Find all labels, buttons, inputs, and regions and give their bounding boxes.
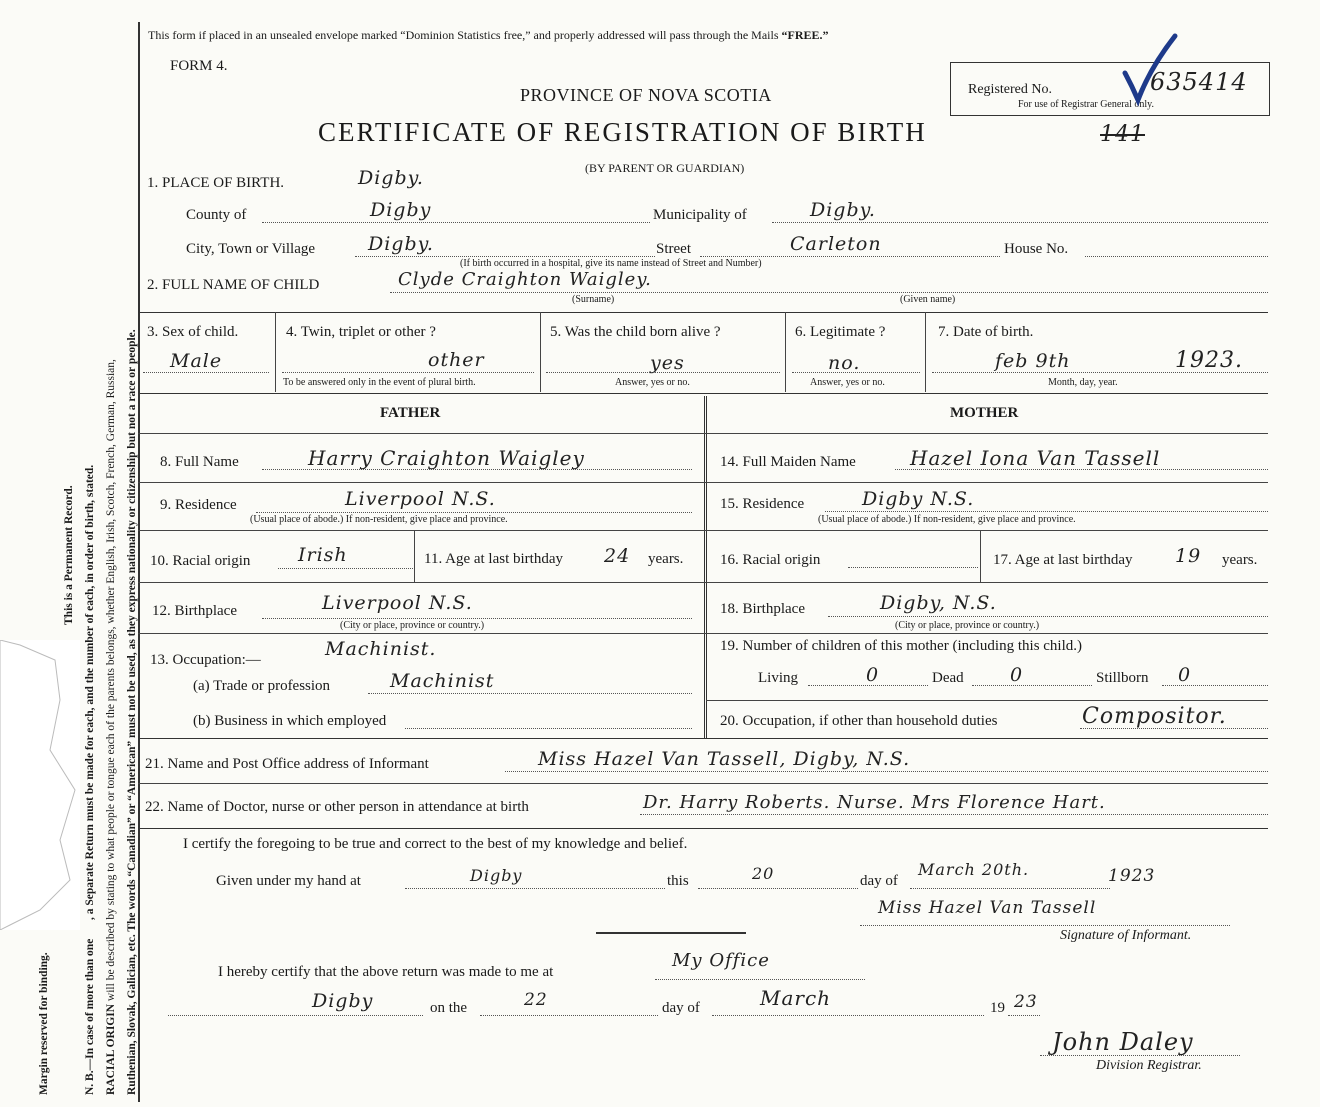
born-alive-value: yes: [650, 352, 685, 374]
mother-residence-note: (Usual place of abode.) If non-resident, give place and province.: [818, 514, 1076, 525]
dob-label: 7. Date of birth.: [938, 324, 1034, 340]
given-year: 1923: [1108, 866, 1156, 886]
father-name-value: Harry Craighton Waigley: [308, 446, 585, 470]
form-left-border: [138, 22, 140, 1102]
certify-statement: I certify the foregoing to be true and correct to the best of my knowledge and belief.: [183, 836, 688, 852]
legitimate-label: 6. Legitimate ?: [795, 324, 886, 340]
street-value: Carleton: [790, 233, 882, 255]
mother-age-value: 19: [1175, 545, 1202, 567]
children-count-label: 19. Number of children of this mother (including this child.): [720, 638, 1083, 654]
father-residence-note: (Usual place of abode.) If non-resident, give place and province.: [250, 514, 508, 525]
dob-year: 1923.: [1175, 348, 1243, 373]
father-occupation-value: Machinist.: [325, 638, 437, 660]
legitimate-value: no.: [828, 352, 861, 374]
municipality-value: Digby.: [810, 199, 876, 221]
dead-value: 0: [1010, 664, 1024, 686]
trade-value: Machinist: [390, 670, 495, 692]
living-label: Living: [758, 670, 798, 686]
sex-value: Male: [170, 350, 223, 372]
given-label: Given under my hand at: [216, 873, 361, 889]
trade-label: (a) Trade or profession: [193, 678, 331, 694]
registrar-signature: John Daley: [1052, 1028, 1194, 1056]
binding-note: Margin reserved for binding.: [38, 952, 50, 1095]
registered-note: For use of Registrar General only.: [1018, 99, 1154, 110]
dob-note: Month, day, year.: [1048, 377, 1118, 388]
municipality-label: Municipality of: [653, 207, 747, 223]
mother-age-label: 17. Age at last birthday: [993, 552, 1133, 568]
father-birthplace-value: Liverpool N.S.: [322, 592, 473, 614]
doctor-label: 22. Name of Doctor, nurse or other person in attendance at birth: [145, 799, 529, 815]
racial-origin-note: RACIAL ORIGIN will be described by stating to what people or tongue each of the parents belongs, whether English, Irish, Scotch, French, German, Russian,: [105, 359, 117, 1095]
house-no-label: House No.: [1004, 241, 1069, 257]
certificate-title: CERTIFICATE OF REGISTRATION OF BIRTH: [318, 117, 927, 147]
surname-note: (Surname): [572, 294, 615, 305]
dob-day: feb 9th: [995, 350, 1071, 372]
father-birthplace-label: 12. Birthplace: [152, 603, 237, 619]
father-heading: FATHER: [380, 405, 441, 421]
given-name-note: (Given name): [900, 294, 956, 305]
mother-birthplace-label: 18. Birthplace: [720, 601, 805, 617]
mail-note: This form if placed in an unsealed envelope marked “Dominion Statistics free,” and properly addressed will pass through the Mails “FREE.”: [148, 28, 829, 42]
registrar-year-prefix: 19: [990, 1000, 1005, 1016]
father-name-label: 8. Full Name: [160, 454, 239, 470]
dead-label: Dead: [932, 670, 964, 686]
left-margin-notes: [8, 0, 138, 1107]
child-name-value: Clyde Craighton Waigley.: [398, 269, 652, 290]
place-of-birth-value: Digby.: [358, 167, 424, 189]
nb-note-2: , a Separate Return must be made for each, and the number of each, in order of birth, stated.: [84, 464, 96, 920]
given-month: March 20th.: [918, 860, 1030, 879]
registered-label: Registered No.: [968, 82, 1052, 97]
registrar-signature-label: Division Registrar.: [1096, 1058, 1202, 1073]
mother-heading: MOTHER: [950, 405, 1019, 421]
father-age-label: 11. Age at last birthday: [424, 551, 563, 567]
legitimate-note: Answer, yes or no.: [810, 377, 885, 388]
father-racial-value: Irish: [298, 544, 348, 566]
place-of-birth-label: 1. PLACE OF BIRTH.: [147, 175, 285, 191]
registrar-statement: I hereby certify that the above return was made to me at: [218, 964, 554, 980]
certificate-subtitle: (BY PARENT OR GUARDIAN): [585, 161, 745, 175]
father-years: years.: [648, 551, 684, 567]
mother-birthplace-note: (City or place, province or country.): [895, 620, 1040, 631]
street-label: Street: [656, 241, 691, 257]
county-label: County of: [186, 207, 247, 223]
given-place: Digby: [470, 866, 523, 885]
form-number: FORM 4.: [170, 58, 228, 74]
nb-note: N. B.—In case of more than one: [84, 938, 96, 1095]
province-heading: PROVINCE OF NOVA SCOTIA: [520, 85, 772, 105]
sex-label: 3. Sex of child.: [147, 324, 239, 340]
mother-residence-value: Digby N.S.: [862, 488, 975, 510]
father-age-value: 24: [604, 545, 631, 567]
city-value: Digby.: [368, 233, 434, 255]
informant-signature-label: Signature of Informant.: [1060, 928, 1192, 943]
mother-name-label: 14. Full Maiden Name: [720, 454, 856, 470]
crossed-number: 141: [1100, 122, 1145, 147]
registrar-day: 22: [524, 990, 548, 1010]
born-alive-note: Answer, yes or no.: [615, 377, 690, 388]
doctor-value: Dr. Harry Roberts. Nurse. Mrs Florence Hart.: [643, 792, 1106, 813]
business-label: (b) Business in which employed: [193, 713, 387, 729]
father-residence-value: Liverpool N.S.: [345, 488, 496, 510]
torn-paper-area: [0, 640, 80, 930]
hospital-note: (If birth occurred in a hospital, give its name instead of Street and Number): [460, 258, 762, 269]
registrar-day-of-label: day of: [662, 1000, 700, 1016]
twin-note: To be answered only in the event of plural birth.: [283, 377, 476, 388]
stillborn-label: Stillborn: [1096, 670, 1149, 686]
mother-occupation-value: Compositor.: [1082, 704, 1227, 729]
on-the-label: on the: [430, 1000, 468, 1016]
mother-birthplace-value: Digby, N.S.: [880, 592, 997, 614]
registered-number: 635414: [1150, 68, 1248, 96]
informant-label: 21. Name and Post Office address of Informant: [145, 756, 429, 772]
registrar-town: Digby: [312, 990, 374, 1012]
informant-value: Miss Hazel Van Tassell, Digby, N.S.: [538, 748, 911, 770]
registrar-place: My Office: [672, 950, 770, 971]
child-name-label: 2. FULL NAME OF CHILD: [147, 277, 320, 293]
registrar-month: March: [760, 986, 832, 1010]
this-label: this: [667, 873, 689, 889]
twin-value: other: [428, 349, 485, 371]
registrar-year: 23: [1014, 992, 1038, 1012]
day-of-label: day of: [860, 873, 898, 889]
twin-label: 4. Twin, triplet or other ?: [286, 324, 436, 340]
mother-racial-label: 16. Racial origin: [720, 552, 821, 568]
mother-name-value: Hazel Iona Van Tassell: [910, 446, 1161, 470]
living-value: 0: [866, 664, 880, 686]
father-birthplace-note: (City or place, province or country.): [340, 620, 485, 631]
racial-origin-note-2: Ruthenian, Slovak, Galician, etc. The words “Canadian” or “American” must not be used, as they express nationality or citizenship but not a race or people.: [126, 329, 138, 1095]
given-day: 20: [752, 864, 775, 883]
mother-residence-label: 15. Residence: [720, 496, 805, 512]
permanent-record-note: This is a Permanent Record.: [63, 485, 75, 625]
city-label: City, Town or Village: [186, 241, 316, 257]
father-racial-label: 10. Racial origin: [150, 553, 251, 569]
mother-occupation-label: 20. Occupation, if other than household duties: [720, 713, 998, 729]
father-residence-label: 9. Residence: [160, 497, 237, 513]
father-occupation-label: 13. Occupation:—: [150, 652, 261, 668]
county-value: Digby: [370, 199, 432, 221]
mother-years: years.: [1222, 552, 1258, 568]
informant-signature: Miss Hazel Van Tassell: [878, 898, 1097, 918]
born-alive-label: 5. Was the child born alive ?: [550, 324, 721, 340]
stillborn-value: 0: [1178, 664, 1192, 686]
